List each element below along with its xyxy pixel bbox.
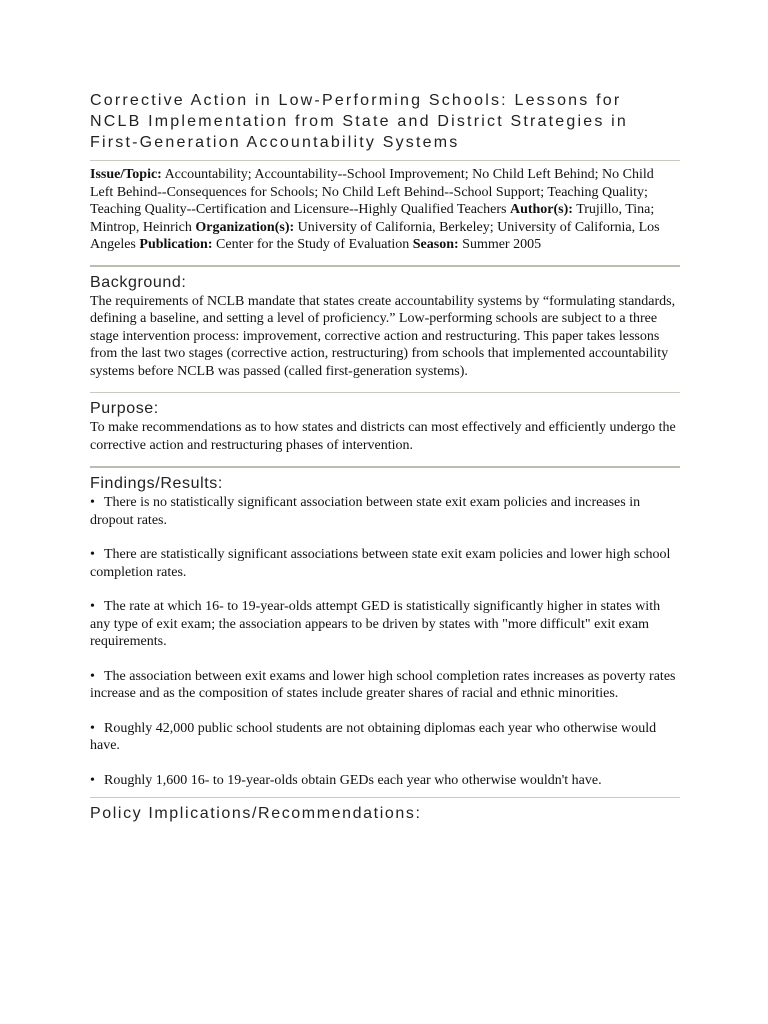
list-item	[90, 668, 680, 703]
document-title	[90, 90, 680, 153]
findings-list	[90, 494, 680, 789]
finding-text: There is no statistically significant association between state exit exam policies and increases in dropout rates.	[90, 495, 641, 528]
author-value: Trujillo, Tina; Mintrop, Heinrich	[90, 202, 655, 235]
bullet-icon: •	[90, 720, 95, 736]
background-heading: Background:	[90, 273, 187, 291]
title-line-3: First-Generation Accountability Systems	[90, 134, 460, 151]
list-item	[90, 772, 680, 790]
bullet-icon: •	[90, 668, 95, 684]
document-content	[90, 90, 680, 824]
divider	[90, 392, 680, 393]
publication-label: Publication:	[139, 237, 213, 252]
author-label: Author(s):	[509, 202, 573, 217]
list-item	[90, 546, 680, 581]
divider	[90, 466, 680, 468]
finding-text: The rate at which 16- to 19-year-olds attempt GED is statistically significantly higher in states with any type of exit exam; the association appears to be driven by states with "more difficult" exit exam requirements.	[90, 599, 661, 649]
title-line-1: Corrective Action in Low-Performing Schools: Lessons for	[90, 92, 622, 109]
divider	[90, 797, 680, 798]
divider	[90, 265, 680, 267]
season-label: Season:	[412, 237, 459, 252]
issue-value: Accountability; Accountability--School Improvement; No Child Left Behind; No Child Left Behind--Consequences for Schools; No Child Left Behind--School Support; Teaching Quality; Teaching Quality--Certification and Licensure--Highly Qualified Teachers	[90, 167, 654, 217]
findings-heading: Findings/Results:	[90, 475, 223, 492]
metadata-block	[90, 166, 680, 254]
list-item	[90, 494, 680, 529]
finding-text: The association between exit exams and lower high school completion rates increases as poverty rates increase and as the composition of states include greater shares of racial and ethnic minorities.	[90, 668, 676, 701]
finding-text: Roughly 42,000 public school students are not obtaining diplomas each year who otherwise would have.	[90, 720, 657, 753]
organization-label: Organization(s):	[195, 219, 295, 235]
finding-text: There are statistically significant associations between state exit exam policies and lower high school completion rates.	[90, 547, 671, 580]
bullet-icon: •	[90, 495, 95, 510]
title-line-2: NCLB Implementation from State and District Strategies in	[90, 113, 629, 130]
background-text: The requirements of NCLB mandate that states create accountability systems by “formulating standards, defining a baseline, and setting a level of proficiency.” Low-performing schools are subject to a three stage intervention process: improvement, corrective action and restructuring. This paper takes lessons from the last two stages (corrective action, restructuring) from schools that implemented accountability systems before NCLB was passed (called first-generation systems).	[90, 293, 676, 379]
list-item	[90, 720, 680, 755]
policy-heading: Policy Implications/Recommendations:	[90, 805, 422, 822]
publication-value: Center for the Study of Evaluation	[212, 237, 413, 252]
bullet-icon: •	[90, 772, 95, 788]
season-value: Summer 2005	[458, 237, 542, 252]
bullet-icon: •	[90, 547, 95, 562]
finding-text: Roughly 1,600 16- to 19-year-olds obtain GEDs each year who otherwise wouldn't have.	[104, 772, 602, 788]
bullet-icon: •	[90, 599, 95, 614]
issue-label: Issue/Topic:	[90, 167, 162, 182]
divider	[90, 160, 680, 161]
purpose-text: To make recommendations as to how states and districts can most effectively and efficiently undergo the corrective action and restructuring phases of intervention.	[90, 420, 676, 453]
purpose-heading: Purpose:	[90, 400, 159, 417]
list-item	[90, 598, 680, 651]
organization-value: University of California, Berkeley; University of California, Los Angeles	[90, 219, 660, 252]
